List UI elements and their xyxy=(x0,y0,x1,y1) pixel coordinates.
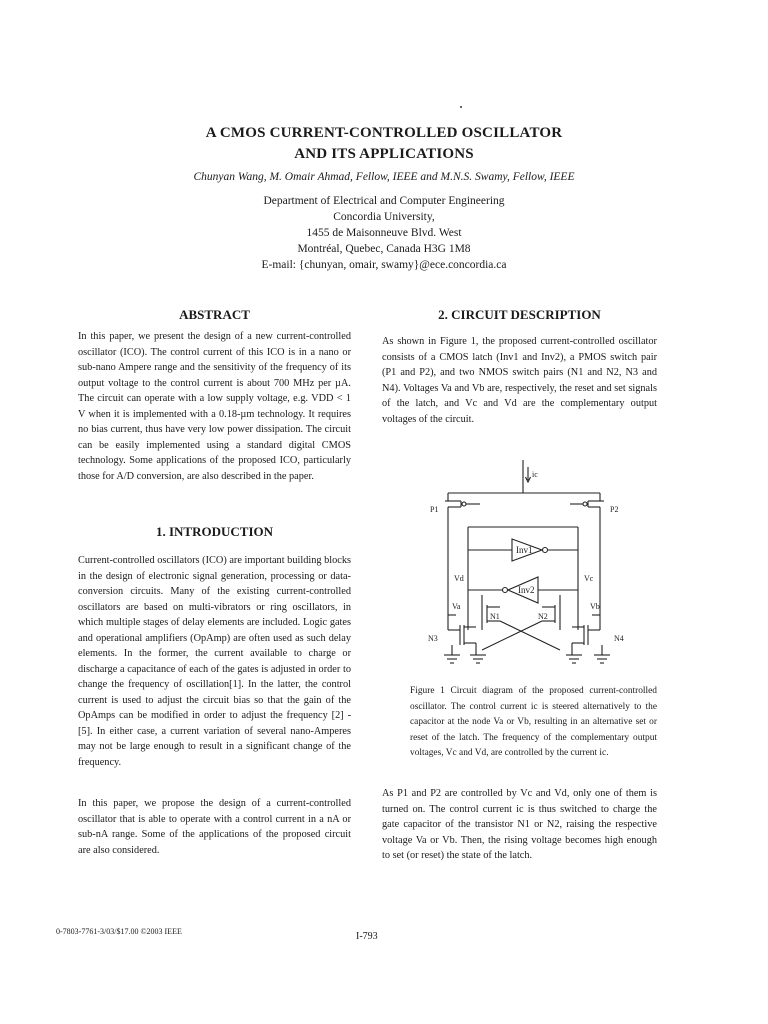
introduction-para-2: In this paper, we propose the design of a current-controlled oscillator that is able to operate with a control current in a nA or sub-nA range. Some of the applications of the proposed circuit are also considered. xyxy=(78,798,351,856)
abstract-body xyxy=(78,329,351,484)
affiliation xyxy=(0,193,768,273)
circuit-diagram xyxy=(420,455,650,670)
circuit-body xyxy=(382,334,657,427)
figure-caption-block xyxy=(410,684,657,762)
circuit-para-2: As P1 and P2 are controlled by Vc and Vd, only one of them is turned on. The control current ic is thus switched to charge the gate capacitor of the transistor N1 or N2, raising the respective voltage Va or Vb. Then, the rising voltage becomes high enough to set (or reset) the state of the latch. xyxy=(382,788,657,861)
label-vd: Vd xyxy=(454,574,464,583)
introduction-body-2 xyxy=(78,796,351,858)
affiliation-line: Montréal, Quebec, Canada H3G 1M8 xyxy=(297,243,471,255)
label-n1: N1 xyxy=(490,612,500,621)
circuit-section xyxy=(382,307,657,323)
introduction-para-1: Current-controlled oscillators (ICO) are important building blocks in the design of electronic signal generation, processing or data-conversion circuits. Many of the existing current-controlled oscillators are based on multi-vibrators or ring oscillators, in which multiple stages of delay elements are included. Logic gates and operational amplifiers (OpAmp) are often used as such delay elements. In the former, the current available to charge or discharge a capacitance of each of the gates is adjusted in order to change the frequency of oscillation[1]. In the latter, the control current is used to adjust the circuit bias so that the gain of the OpAmps can be modified in order to adjust the frequency [2] - [5]. In either case, a current variation of several nano-Amperes may not be large enough to result in a significant change of the frequency. xyxy=(78,555,351,768)
abstract-heading: ABSTRACT xyxy=(179,307,250,322)
title-line-1: A CMOS CURRENT-CONTROLLED OSCILLATOR xyxy=(205,125,563,141)
figure-caption: Figure 1 Circuit diagram of the proposed current-controlled oscillator. The control current ic is steered alternatively to the capacitor at the node Va or Vb, resulting in an alternative set or reset of the latch. The frequency of the complementary output voltages, Vc and Vd, are controlled by the current ic. xyxy=(410,686,657,758)
label-n2: N2 xyxy=(538,612,548,621)
label-n4: N4 xyxy=(614,634,624,643)
circuit-body-2 xyxy=(382,786,657,864)
circuit-heading: 2. CIRCUIT DESCRIPTION xyxy=(438,307,601,322)
paper-title xyxy=(0,123,768,165)
label-va: Va xyxy=(452,602,461,611)
affiliation-line: Concordia University, xyxy=(333,211,435,223)
label-inv2: Inv2 xyxy=(518,585,535,595)
copyright-notice: 0-7803-7761-3/03/$17.00 ©2003 IEEE xyxy=(56,927,182,936)
affiliation-line: Department of Electrical and Computer Engineering xyxy=(263,195,505,207)
label-inv1: Inv1 xyxy=(516,545,533,555)
label-ic: ic xyxy=(532,470,538,479)
label-n3: N3 xyxy=(428,634,438,643)
abstract-text: In this paper, we present the design of a new current-controlled oscillator (ICO). The control current of this ICO is in a nano or sub-nano Ampere range and the sensitivity of the frequency of its output voltage to the control current is about 700 MHz per µA. The circuit can operate with a low supply voltage, e.g. VDD < 1 V when it is implemented with a 0.18-µm technology. It requires no bias current, thus have very low power dissipation. The circuit can be easily implemented using a standard digital CMOS technology. Some applications of the proposed ICO, particularly those for A/D conversion, are also described in the paper. xyxy=(78,331,351,482)
title-line-2: AND ITS APPLICATIONS xyxy=(294,146,474,162)
circuit-para-1: As shown in Figure 1, the proposed current-controlled oscillator consists of a CMOS latch (Inv1 and Inv2), a PMOS switch pair (P1 and P2), and two NMOS switch pairs (N1 and N2, N3 and N4). Voltages Va and Vb are, respectively, the reset and set signals of the latch, and Vc and Vd are the complementary output voltages of the circuit. xyxy=(382,336,657,425)
speck xyxy=(460,106,462,108)
affiliation-line: E-mail: {chunyan, omair, swamy}@ece.concordia.ca xyxy=(261,259,507,271)
abstract-section xyxy=(78,307,351,323)
label-p1: P1 xyxy=(430,505,439,514)
page-number: I-793 xyxy=(356,931,378,942)
introduction-body xyxy=(78,553,351,770)
affiliation-line: 1455 de Maisonneuve Blvd. West xyxy=(306,227,462,239)
label-vc: Vc xyxy=(584,574,594,583)
label-vb: Vb xyxy=(590,602,600,611)
label-p2: P2 xyxy=(610,505,619,514)
authors: Chunyan Wang, M. Omair Ahmad, Fellow, IEEE and M.N.S. Swamy, Fellow, IEEE xyxy=(193,171,575,183)
introduction-section xyxy=(78,524,351,540)
introduction-heading: 1. INTRODUCTION xyxy=(155,524,273,539)
